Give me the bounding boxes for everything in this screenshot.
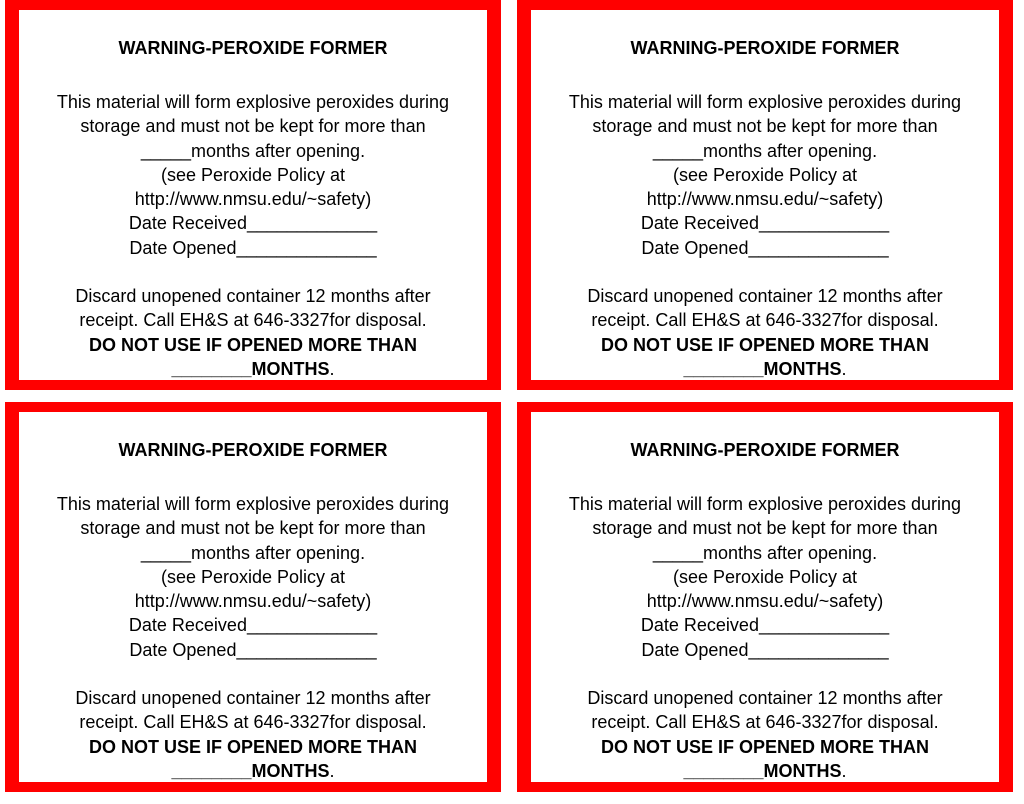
final-period: . bbox=[841, 358, 847, 379]
label-title: WARNING-PEROXIDE FORMER bbox=[118, 38, 388, 58]
label-content bbox=[531, 10, 999, 380]
material-warning-line-1: This material will form explosive peroxides during bbox=[568, 494, 962, 514]
material-warning-line-2: storage and must not be kept for more than bbox=[80, 518, 426, 539]
discard-line-2: receipt. Call EH&S at 646-3327for disposal. bbox=[79, 712, 427, 733]
discard-line-1: Discard unopened container 12 months after bbox=[75, 688, 431, 709]
discard-line-2: receipt. Call EH&S at 646-3327for disposal. bbox=[591, 712, 939, 733]
peroxide-label-top-left bbox=[5, 0, 501, 390]
material-warning-line-3: _____months after opening. bbox=[140, 542, 366, 563]
do-not-use-line-2 bbox=[19, 759, 487, 783]
policy-line-1: (see Peroxide Policy at bbox=[672, 566, 858, 587]
peroxide-label-top-right bbox=[517, 0, 1013, 390]
final-period: . bbox=[329, 358, 335, 379]
label-content bbox=[531, 412, 999, 782]
discard-block bbox=[531, 284, 999, 381]
label-body bbox=[531, 90, 999, 260]
material-warning-line-1: This material will form explosive peroxides during bbox=[56, 92, 450, 112]
final-period: . bbox=[841, 760, 847, 781]
do-not-use-line-1: DO NOT USE IF OPENED MORE THAN bbox=[88, 736, 418, 757]
months-blank: ________MONTHS bbox=[683, 358, 842, 379]
material-warning-line-2: storage and must not be kept for more than bbox=[592, 518, 938, 539]
months-blank: ________MONTHS bbox=[171, 760, 330, 781]
date-received-field: Date Received_____________ bbox=[128, 213, 378, 234]
months-blank: ________MONTHS bbox=[171, 358, 330, 379]
label-title: WARNING-PEROXIDE FORMER bbox=[630, 38, 900, 58]
policy-url-line: http://www.nmsu.edu/~safety) bbox=[134, 591, 372, 612]
do-not-use-line-2 bbox=[19, 357, 487, 381]
policy-line-1: (see Peroxide Policy at bbox=[160, 566, 346, 587]
discard-line-1: Discard unopened container 12 months after bbox=[75, 286, 431, 307]
discard-block bbox=[531, 686, 999, 783]
date-opened-field: Date Opened______________ bbox=[129, 237, 377, 258]
date-opened-field: Date Opened______________ bbox=[641, 639, 889, 660]
discard-line-1: Discard unopened container 12 months after bbox=[587, 286, 943, 307]
label-title: WARNING-PEROXIDE FORMER bbox=[630, 440, 900, 460]
months-blank: ________MONTHS bbox=[683, 760, 842, 781]
material-warning-line-1: This material will form explosive peroxides during bbox=[56, 494, 450, 514]
policy-url-line: http://www.nmsu.edu/~safety) bbox=[646, 591, 884, 612]
material-warning-line-3: _____months after opening. bbox=[652, 140, 878, 161]
peroxide-label-bottom-right bbox=[517, 402, 1013, 792]
do-not-use-line-1: DO NOT USE IF OPENED MORE THAN bbox=[600, 736, 930, 757]
label-content bbox=[19, 412, 487, 782]
date-received-field: Date Received_____________ bbox=[640, 615, 890, 636]
label-body bbox=[531, 492, 999, 662]
do-not-use-line-1: DO NOT USE IF OPENED MORE THAN bbox=[600, 334, 930, 355]
material-warning-line-3: _____months after opening. bbox=[652, 542, 878, 563]
policy-line-1: (see Peroxide Policy at bbox=[672, 164, 858, 185]
do-not-use-line-2 bbox=[531, 759, 999, 783]
discard-line-1: Discard unopened container 12 months after bbox=[587, 688, 943, 709]
peroxide-label-bottom-left bbox=[5, 402, 501, 792]
discard-block bbox=[19, 686, 487, 783]
policy-url-line: http://www.nmsu.edu/~safety) bbox=[134, 189, 372, 210]
discard-block bbox=[19, 284, 487, 381]
date-received-field: Date Received_____________ bbox=[128, 615, 378, 636]
label-body bbox=[19, 90, 487, 260]
do-not-use-line-2 bbox=[531, 357, 999, 381]
material-warning-line-3: _____months after opening. bbox=[140, 140, 366, 161]
label-body bbox=[19, 492, 487, 662]
discard-line-2: receipt. Call EH&S at 646-3327for disposal. bbox=[591, 310, 939, 331]
policy-line-1: (see Peroxide Policy at bbox=[160, 164, 346, 185]
material-warning-line-2: storage and must not be kept for more than bbox=[592, 116, 938, 137]
label-content bbox=[19, 10, 487, 380]
date-opened-field: Date Opened______________ bbox=[129, 639, 377, 660]
date-received-field: Date Received_____________ bbox=[640, 213, 890, 234]
label-title: WARNING-PEROXIDE FORMER bbox=[118, 440, 388, 460]
do-not-use-line-1: DO NOT USE IF OPENED MORE THAN bbox=[88, 334, 418, 355]
material-warning-line-2: storage and must not be kept for more than bbox=[80, 116, 426, 137]
policy-url-line: http://www.nmsu.edu/~safety) bbox=[646, 189, 884, 210]
final-period: . bbox=[329, 760, 335, 781]
discard-line-2: receipt. Call EH&S at 646-3327for disposal. bbox=[79, 310, 427, 331]
date-opened-field: Date Opened______________ bbox=[641, 237, 889, 258]
material-warning-line-1: This material will form explosive peroxides during bbox=[568, 92, 962, 112]
